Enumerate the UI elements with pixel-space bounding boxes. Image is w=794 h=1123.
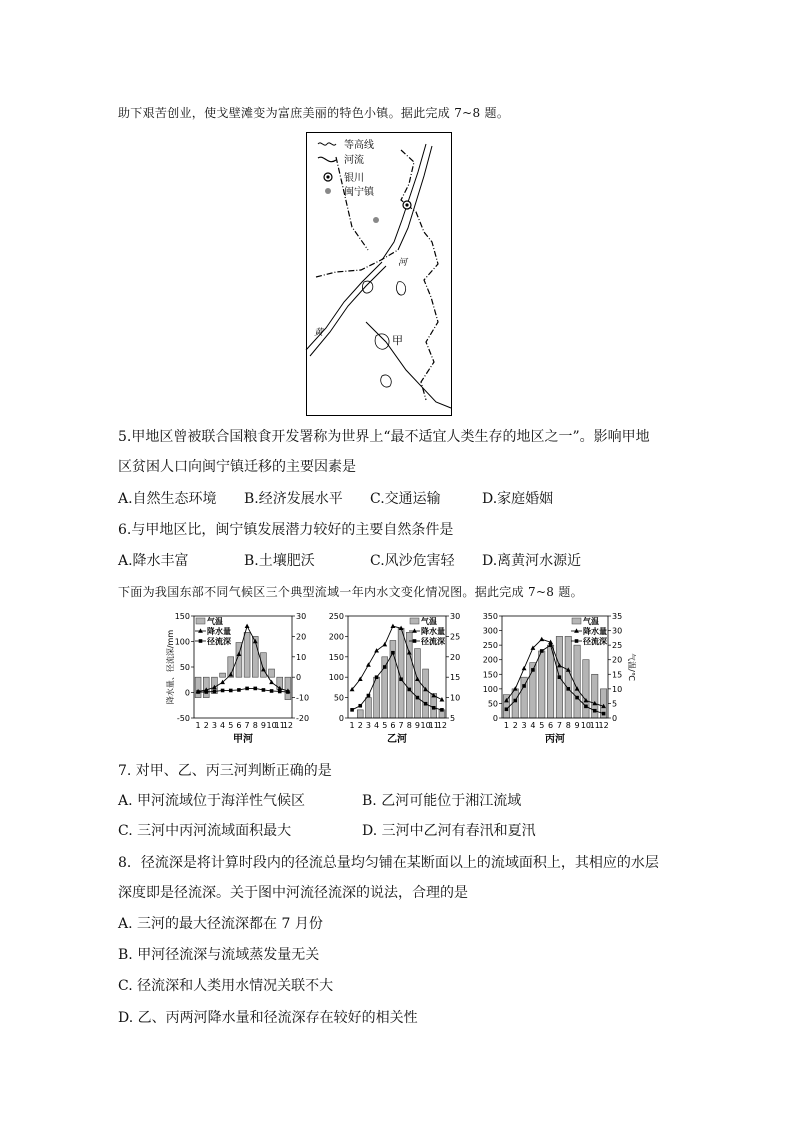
right-tick-label: 10: [450, 693, 461, 703]
temp-bar: [414, 649, 420, 718]
q5-stem-1: 5.甲地区曾被联合国粮食开发署称为世界上“最不适宜人类生存的地区之一”。影响甲地: [118, 429, 650, 445]
runoff-point: [407, 688, 411, 692]
left-tick-label: 50: [487, 699, 498, 709]
left-tick-label: 100: [482, 684, 498, 694]
runoff-point: [350, 708, 354, 712]
left-tick-label: 50: [333, 693, 344, 703]
minning-marker: [373, 217, 379, 223]
x-tick-label: 7: [556, 721, 562, 730]
q8-option-b: B. 甲河径流深与流域蒸发量无关: [118, 947, 320, 963]
x-tick-label: 3: [521, 721, 527, 730]
x-tick-label: 1: [503, 721, 509, 730]
q5-option-c: C.交通运输: [370, 491, 441, 507]
left-tick-label: 150: [328, 652, 344, 662]
runoff-point: [229, 689, 233, 693]
left-tick-label: 100: [174, 637, 190, 647]
q7-option-b: B. 乙河可能位于湘江流域: [362, 793, 522, 809]
runoff-point: [213, 690, 217, 694]
left-tick-label: 200: [482, 655, 498, 665]
runoff-point: [391, 651, 395, 655]
temp-bar: [423, 669, 429, 718]
runoff-point: [399, 677, 403, 681]
q8-stem-2: 深度即是径流深。关于图中河流径流深的说法，合理的是: [118, 885, 468, 901]
legend-precip: 降水量: [207, 627, 231, 636]
precip-point: [391, 624, 396, 628]
left-tick-label: 50: [179, 663, 190, 672]
legend-precip-marker: [412, 628, 417, 632]
q8-option-c: C. 径流深和人类用水情况关联不大: [118, 978, 334, 994]
legend-runoff: 径流深: [207, 637, 231, 646]
x-tick-label: 2: [512, 721, 518, 730]
x-tick-label: 8: [406, 721, 412, 730]
legend-runoff-marker: [413, 639, 417, 643]
runoff-point: [575, 696, 579, 700]
right-tick-label: -10: [296, 693, 310, 703]
x-tick-label: 5: [382, 721, 388, 730]
x-tick-label: 3: [365, 721, 371, 730]
legend-temp: 气温: [421, 617, 437, 626]
x-tick-label: 4: [374, 721, 380, 730]
legend-river: 河流: [344, 155, 364, 166]
q8-option-a: A. 三河的最大径流深都在 7 月份: [118, 916, 323, 932]
left-tick-label: -50: [176, 714, 190, 723]
runoff-point: [278, 690, 282, 694]
runoff-point: [262, 688, 266, 692]
runoff-point: [540, 649, 544, 653]
right-tick-label: 5: [612, 699, 618, 709]
q8-option-d: D. 乙、丙两河降水量和径流深存在较好的相关性: [118, 1010, 418, 1026]
right-tick-label: 25: [612, 641, 623, 651]
x-tick-label: 7: [398, 721, 404, 730]
x-tick-label: 2: [357, 721, 363, 730]
chart-yi: [318, 610, 470, 748]
runoff-point: [237, 688, 241, 692]
temp-bar: [357, 710, 363, 718]
precip-point: [513, 686, 518, 690]
runoff-point: [522, 684, 526, 688]
runoff-point: [375, 675, 379, 679]
legend-temp-swatch: [196, 618, 205, 624]
intro2: 下面为我国东部不同气候区三个典型流域一年内水文变化情况图。据此完成 7~8 题。: [118, 585, 583, 599]
x-tick-label: 6: [548, 721, 554, 730]
precip-point: [382, 642, 387, 646]
q6-option-d: D.离黄河水源近: [482, 553, 582, 569]
runoff-point: [383, 665, 387, 669]
temp-bar: [547, 645, 553, 718]
left-tick-label: 150: [482, 670, 498, 680]
temp-bar: [512, 689, 518, 718]
legend-precip: 降水量: [421, 627, 445, 636]
left-tick-label: 100: [328, 673, 344, 683]
runoff-point: [416, 696, 420, 700]
legend-minning: 闽宁镇: [344, 187, 374, 198]
map-label-jia: 甲: [392, 334, 403, 347]
legend-temp-swatch: [410, 618, 419, 624]
x-tick-label: 9: [260, 721, 266, 730]
temp-bar: [539, 651, 545, 718]
right-tick-label: 30: [450, 612, 461, 621]
q5-option-d: D.家庭婚姻: [482, 491, 554, 507]
x-tick-label: 12: [436, 721, 448, 730]
q5-option-a: A.自然生态环境: [118, 491, 217, 507]
map-label-huang: 黄: [314, 328, 324, 338]
left-tick-label: 250: [482, 641, 498, 651]
q5-option-b: B.经济发展水平: [244, 491, 343, 507]
precip-point: [245, 624, 250, 628]
runoff-point: [505, 707, 509, 711]
left-tick-label: 200: [328, 632, 344, 642]
legend-runoff-marker: [575, 639, 579, 643]
x-tick-label: 9: [574, 721, 580, 730]
temp-bar: [521, 677, 527, 718]
temp-bar: [244, 632, 250, 677]
legend-precip: 降水量: [583, 627, 607, 636]
runoff-point: [513, 699, 517, 703]
runoff-point: [196, 690, 200, 694]
runoff-point: [204, 690, 208, 694]
legend-precip-marker: [198, 628, 203, 632]
x-tick-label: 11: [589, 721, 600, 730]
x-tick-label: 11: [274, 721, 285, 730]
left-tick-label: 300: [482, 626, 498, 636]
runoff-point: [245, 687, 249, 691]
temp-bar: [574, 645, 580, 718]
right-tick-label: 15: [612, 670, 623, 680]
q7-option-d: D. 三河中乙河有春汛和夏汛: [362, 823, 536, 839]
q8-stem-1: 8．径流深是将计算时段内的径流总量均匀铺在某断面以上的流域面积上，其相应的水层: [118, 855, 659, 871]
legend-runoff-marker: [199, 639, 203, 643]
runoff-point: [566, 687, 570, 691]
temp-bar: [365, 698, 371, 718]
q7-stem: 7. 对甲、乙、丙三河判断正确的是: [118, 763, 332, 779]
right-tick-label: 20: [612, 655, 623, 665]
legend-runoff: 径流深: [583, 637, 607, 646]
q7-option-a: A. 甲河流域位于海洋性气候区: [118, 793, 306, 809]
runoff-point: [584, 705, 588, 709]
runoff-point: [593, 709, 597, 713]
x-tick-label: 9: [414, 721, 420, 730]
right-tick-label: 15: [450, 673, 461, 683]
chart-bing: [472, 610, 636, 748]
runoff-point: [367, 694, 371, 698]
precip-point: [358, 677, 363, 681]
y-axis-label: 降水量、径流深/mm: [166, 629, 175, 705]
runoff-point: [358, 704, 362, 708]
chart-jia: [164, 610, 316, 748]
precip-point: [374, 648, 379, 652]
legend-runoff: 径流深: [421, 637, 445, 646]
runoff-point: [253, 687, 257, 691]
x-tick-label: 8: [252, 721, 258, 730]
q6-option-c: C.风沙危害轻: [370, 553, 455, 569]
left-tick-label: 0: [492, 714, 498, 723]
left-tick-label: 350: [482, 612, 498, 621]
right-tick-label: 20: [296, 632, 307, 642]
right-tick-label: 10: [612, 684, 623, 694]
x-tick-label: 5: [228, 721, 234, 730]
temp-bar: [565, 636, 571, 718]
q5-stem-2: 区贫困人口向闽宁镇迁移的主要因素是: [118, 459, 356, 475]
intro-tail: 助下艰苦创业，使戈壁滩变为富庶美丽的特色小镇。据此完成 7~8 题。: [118, 106, 510, 120]
right-tick-label: 30: [296, 612, 307, 621]
q6-stem: 6.与甲地区比，闽宁镇发展潜力较好的主要自然条件是: [118, 522, 454, 538]
temp-bar: [220, 673, 226, 677]
x-tick-label: 5: [539, 721, 545, 730]
chart-title: 乙河: [387, 734, 407, 745]
temp-bar: [269, 669, 275, 677]
right-tick-label: 20: [450, 652, 461, 662]
right-tick-label: 35: [612, 612, 623, 621]
x-tick-label: 10: [420, 721, 431, 730]
right-tick-label: 0: [296, 673, 302, 683]
legend-contour: 等高线: [344, 140, 374, 151]
precip-point: [366, 662, 371, 666]
x-tick-label: 11: [428, 721, 439, 730]
q6-option-b: B.土壤肥沃: [244, 553, 315, 569]
q7-option-c: C. 三河中丙河流域面积最大: [118, 823, 292, 839]
x-tick-label: 12: [282, 721, 294, 730]
legend-temp: 气温: [583, 617, 599, 626]
y2-axis-label: 气温/℃: [627, 653, 636, 681]
region-map: [306, 132, 452, 416]
x-tick-label: 6: [236, 721, 242, 730]
x-tick-label: 2: [203, 721, 209, 730]
right-tick-label: 30: [612, 626, 623, 636]
legend-precip-marker: [574, 628, 579, 632]
chart-title: 丙河: [545, 734, 565, 745]
right-tick-label: 25: [450, 632, 461, 642]
runoff-point: [432, 706, 436, 710]
runoff-point: [286, 690, 290, 694]
x-tick-label: 3: [211, 721, 217, 730]
left-tick-label: 0: [338, 714, 344, 723]
legend-temp: 气温: [207, 617, 223, 626]
x-tick-label: 8: [565, 721, 571, 730]
temp-bar: [583, 660, 589, 718]
runoff-point: [424, 702, 428, 706]
precip-point: [539, 637, 544, 641]
x-tick-label: 4: [530, 721, 536, 730]
right-tick-label: 10: [296, 652, 307, 662]
runoff-point: [602, 712, 606, 716]
map-label-he: 河: [398, 258, 408, 268]
legend-temp-swatch: [572, 618, 581, 624]
chart-title: 甲河: [233, 734, 253, 745]
temp-bar: [374, 677, 380, 718]
x-tick-label: 10: [266, 721, 277, 730]
precip-point: [522, 666, 527, 670]
runoff-point: [558, 675, 562, 679]
legend-yinchuan: 银川: [344, 173, 364, 184]
left-tick-label: 150: [174, 612, 190, 621]
runoff-point: [270, 689, 274, 693]
runoff-point: [221, 689, 225, 693]
left-tick-label: 250: [328, 612, 344, 621]
right-tick-label: -20: [296, 714, 310, 723]
x-tick-label: 1: [195, 721, 201, 730]
x-tick-label: 10: [580, 721, 592, 730]
left-tick-label: 0: [184, 688, 190, 698]
x-tick-label: 12: [598, 721, 609, 730]
x-tick-label: 7: [244, 721, 250, 730]
x-tick-label: 6: [390, 721, 396, 730]
runoff-point: [440, 708, 444, 712]
right-tick-label: 5: [450, 714, 456, 723]
q6-option-a: A.降水丰富: [118, 553, 189, 569]
temp-bar: [195, 677, 201, 697]
right-tick-label: 0: [612, 714, 618, 723]
runoff-point: [531, 668, 535, 672]
runoff-point: [549, 643, 553, 647]
x-tick-label: 4: [220, 721, 226, 730]
x-tick-label: 1: [349, 721, 355, 730]
